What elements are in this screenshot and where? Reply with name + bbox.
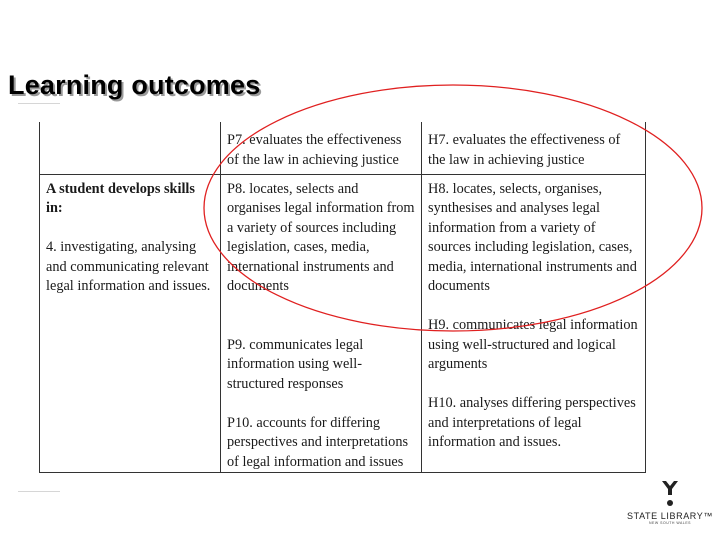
state-library-mark-icon — [659, 478, 681, 510]
learning-outcomes-table — [39, 122, 646, 473]
outcome-p10: P10. accounts for differing perspectives and interpretations of legal information and issues — [227, 414, 409, 470]
table-cell-hsc — [422, 174, 646, 473]
table-cell-skills — [40, 174, 221, 473]
table-cell-h7 — [422, 122, 646, 174]
page-title: Learning outcomes — [8, 70, 261, 100]
outcome-p8: P8. locates, selects and organises legal information from a variety of sources including legislation, cases, media, international instruments and documents — [227, 180, 415, 294]
table-cell-p7 — [221, 122, 422, 174]
skills-heading: A student develops skills in: — [46, 180, 195, 216]
table-row — [40, 122, 646, 174]
outcome-h10: H10. analyses differing perspectives and interpretations of legal information and issues. — [428, 395, 636, 450]
logo-text: STATE LIBRARY™ — [627, 511, 713, 521]
outcome-h9: H9. communicates legal information using well-structured and logical arguments — [428, 317, 638, 372]
table-row — [40, 174, 646, 473]
table-cell-empty — [40, 122, 221, 174]
title-divider — [18, 103, 60, 104]
outcome-h7: H7. evaluates the effectiveness of the law in achieving justice — [428, 132, 621, 168]
skill-4: 4. investigating, analysing and communicating relevant legal information and issues. — [46, 239, 211, 294]
outcome-p7: P7. evaluates the effectiveness of the law in achieving justice — [227, 132, 402, 168]
outcome-h8: H8. locates, selects, organises, synthesises and analyses legal information from a variety of sources including legislation, cases, media, international instruments and documents — [428, 180, 637, 294]
table-cell-preliminary — [221, 174, 422, 473]
footer-divider — [18, 491, 60, 492]
outcome-p9: P9. communicates legal information using well-structured responses — [227, 336, 364, 392]
logo-subtitle: NEW SOUTH WALES — [649, 521, 691, 525]
state-library-logo — [622, 478, 718, 530]
